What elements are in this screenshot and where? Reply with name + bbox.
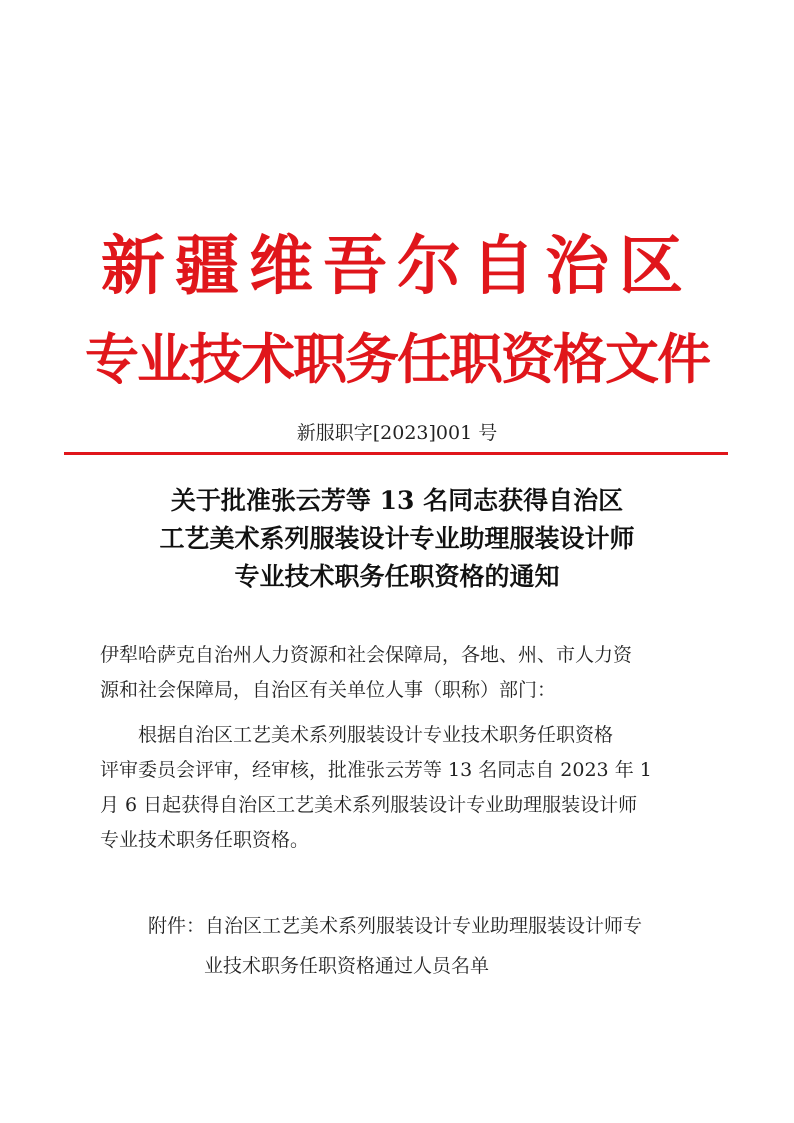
addressee-line: 伊犁哈萨克自治州人力资源和社会保障局，各地、州、市人力资 (100, 644, 633, 666)
header-agency-name: 新疆维吾尔自治区 (101, 230, 693, 304)
body-line: 专业技术职务任职资格。 (100, 829, 310, 851)
notice-title-line: 工艺美术系列服装设计专业助理服装设计师 (159, 524, 635, 553)
body-line: 评审委员会评审，经审核，批准张云芳等 13 名同志自 2023 年 1 (100, 759, 652, 781)
notice-title-line: 关于批准张云芳等 13 名同志获得自治区 (170, 486, 624, 515)
notice-title (40, 482, 754, 596)
body-line: 月 6 日起获得自治区工艺美术系列服装设计专业助理服装设计师 (100, 794, 638, 816)
attachment-line: 业技术职务任职资格通过人员名单 (204, 955, 490, 977)
attachment-note (148, 906, 708, 986)
addressee-block (100, 638, 700, 708)
attachment-line: 附件：自治区工艺美术系列服装设计专业助理服装设计师专 (148, 915, 643, 937)
notice-title-line: 专业技术职务任职资格的通知 (234, 562, 560, 591)
document-number: 新服职字[2023]001 号 (296, 422, 498, 444)
body-paragraph (100, 718, 700, 858)
header-divider (64, 452, 728, 455)
header-document-type: 专业技术职务任职资格文件 (85, 328, 709, 391)
body-line: 根据自治区工艺美术系列服装设计专业技术职务任职资格 (138, 724, 614, 746)
addressee-line: 源和社会保障局，自治区有关单位人事（职称）部门： (100, 679, 557, 701)
